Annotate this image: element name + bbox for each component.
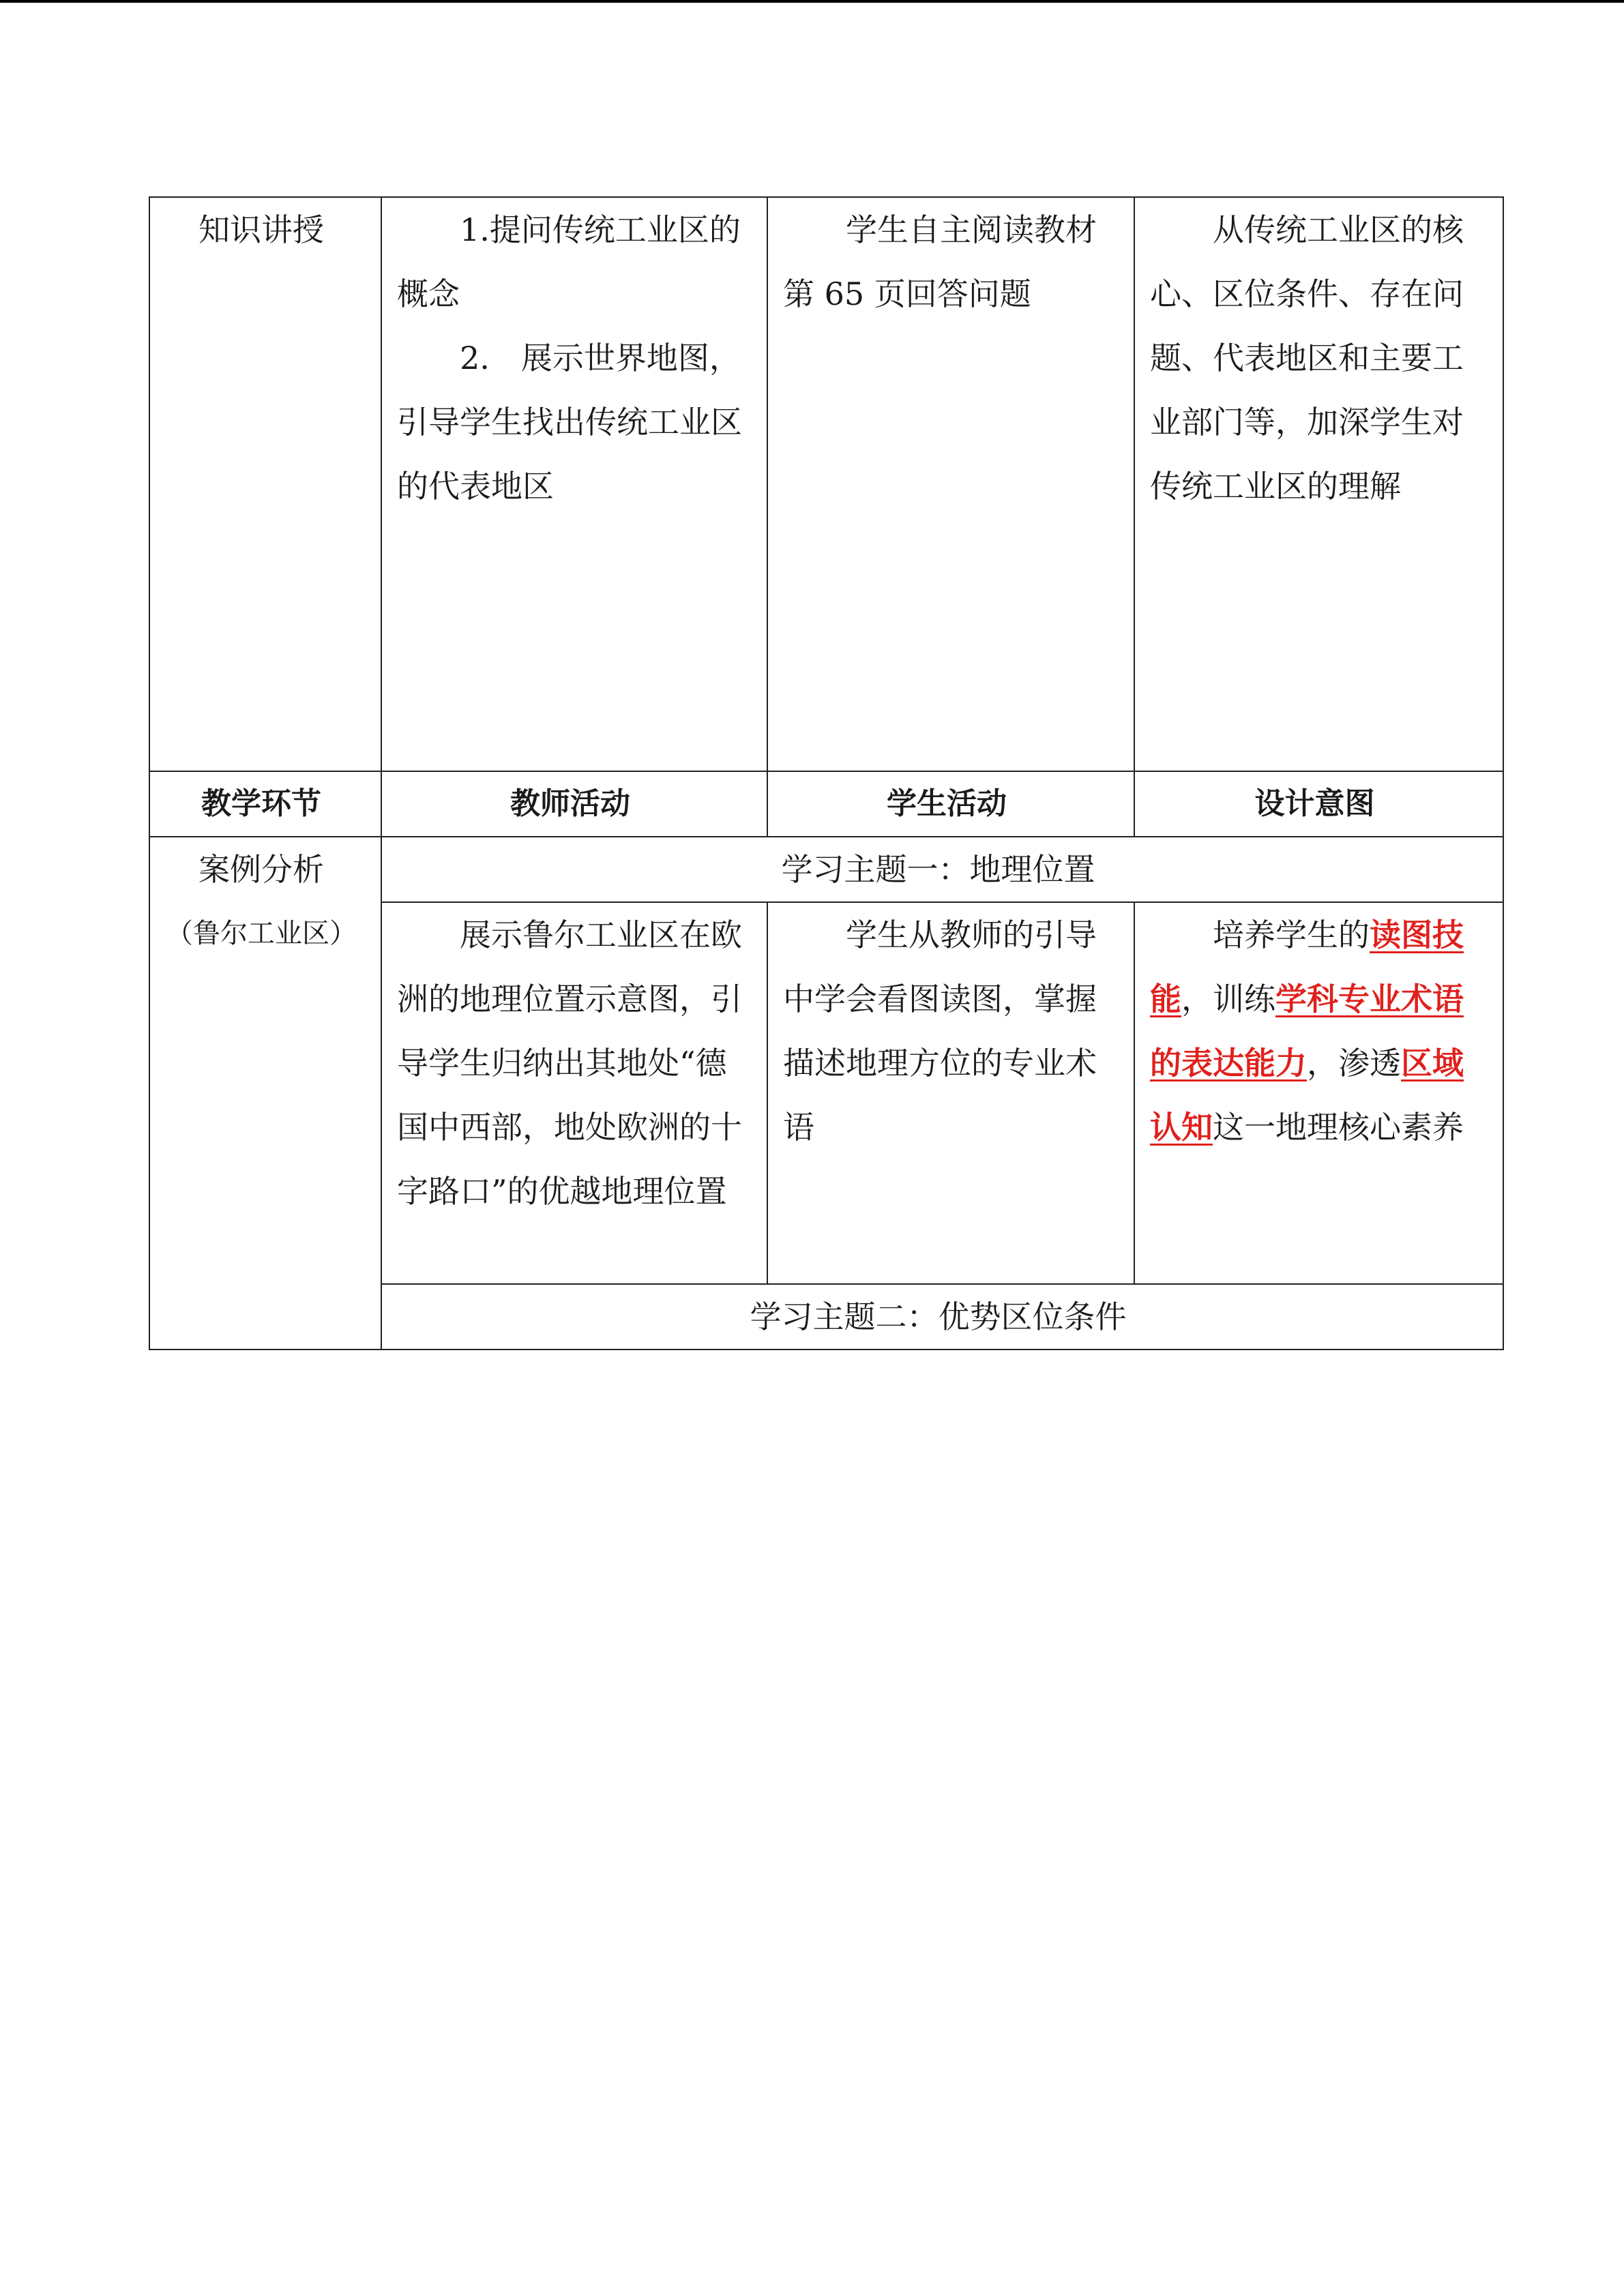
header-student: 学生活动 bbox=[767, 771, 1134, 837]
table-header-row bbox=[149, 771, 1503, 837]
design-intent-text-case bbox=[1150, 903, 1479, 1159]
header-intent: 设计意图 bbox=[1134, 771, 1503, 837]
lesson-plan-table bbox=[149, 196, 1504, 1350]
header-stage: 教学环节 bbox=[149, 771, 381, 837]
student-activity-text: 学生自主阅读教材第 65 页回答问题 bbox=[783, 211, 1097, 312]
highlight-regional-cognition: 区域认知 bbox=[1150, 1045, 1464, 1146]
student-activity-cell-case bbox=[767, 902, 1134, 1284]
student-activity-cell bbox=[767, 197, 1134, 771]
teacher-activity-cell bbox=[381, 197, 767, 771]
intent-text-2: ，训练 bbox=[1181, 981, 1275, 1017]
table-row-topic1 bbox=[149, 837, 1503, 902]
stage-cell-case bbox=[149, 837, 381, 1350]
intent-text-4: 这一地理核心素养 bbox=[1213, 1109, 1464, 1146]
table-row-knowledge bbox=[149, 197, 1503, 771]
intent-text-1: 培养学生的 bbox=[1213, 916, 1370, 953]
stage-label: 知识讲授 bbox=[198, 211, 324, 248]
design-intent-text: 从传统工业区的核心、区位条件、存在问题、代表地区和主要工业部门等，加深学生对传统工业区的理解 bbox=[1150, 211, 1464, 505]
design-intent-cell bbox=[1134, 197, 1503, 771]
teacher-activity-cell-case bbox=[381, 902, 767, 1284]
teacher-activity-item-1: 1.提问传统工业区的概念 bbox=[397, 211, 741, 312]
intent-text-3: ，渗透 bbox=[1307, 1045, 1401, 1082]
stage-sublabel-case: （鲁尔工业区） bbox=[166, 918, 357, 949]
topic-1-title: 学习主题一：地理位置 bbox=[381, 837, 1503, 902]
page-top-border bbox=[0, 0, 1624, 3]
teacher-activity-item-2: 2. 展示世界地图，引导学生找出传统工业区的代表地区 bbox=[397, 340, 742, 505]
highlight-reading-skill: 读图技能 bbox=[1150, 916, 1464, 1017]
teacher-activity-text-case: 展示鲁尔工业区在欧洲的地理位置示意图，引导学生归纳出其地处“德国中西部，地处欧洲的十字路口”的优越地理位置 bbox=[397, 916, 742, 1210]
stage-cell bbox=[149, 197, 381, 771]
design-intent-cell-case bbox=[1134, 902, 1503, 1284]
highlight-terminology: 学科专业术语的表达能力 bbox=[1150, 981, 1464, 1082]
stage-label-case: 案例分析 bbox=[198, 851, 324, 888]
topic-2-title: 学习主题二：优势区位条件 bbox=[381, 1284, 1503, 1350]
header-teacher: 教师活动 bbox=[381, 771, 767, 837]
student-activity-text-case: 学生从教师的引导中学会看图读图，掌握描述地理方位的专业术语 bbox=[783, 916, 1097, 1146]
